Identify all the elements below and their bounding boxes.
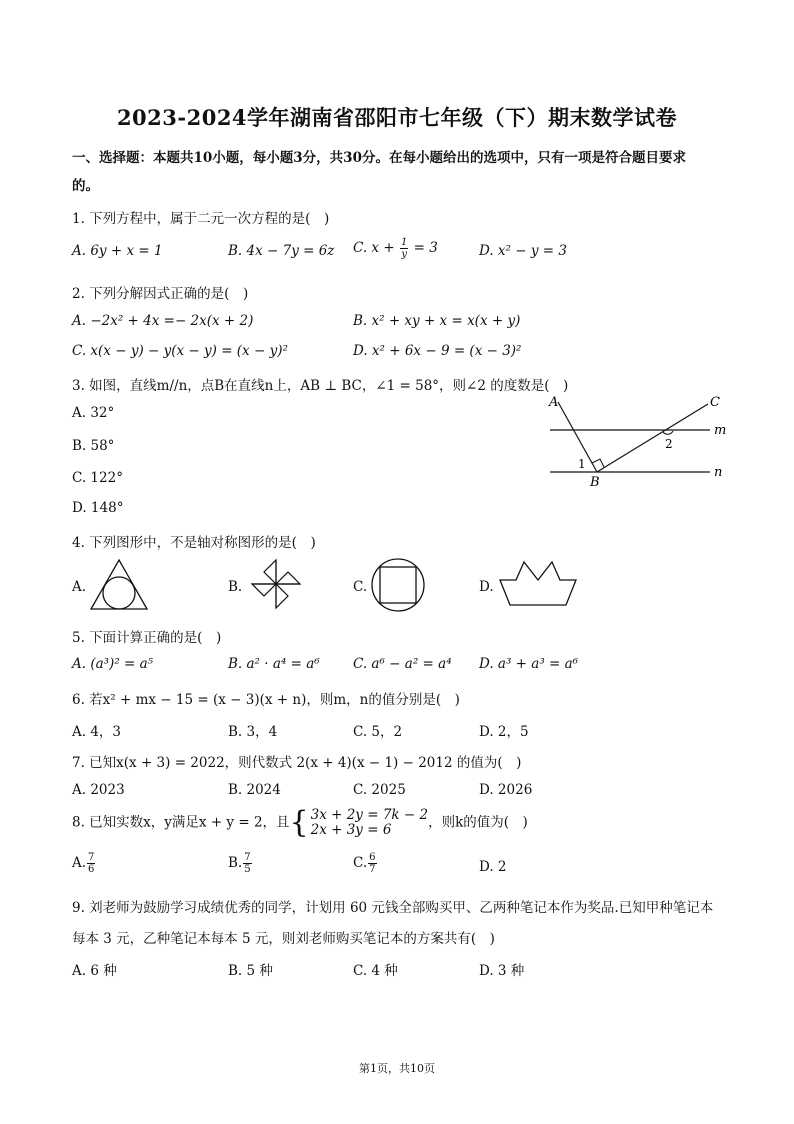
q4-figure-a-triangle-circle [88, 558, 150, 612]
q8-option-b [228, 852, 253, 875]
q4-figure-c-square-circle [370, 557, 426, 613]
page-title: 2023-2024学年湖南省邵阳市七年级（下）期末数学试卷 [116, 105, 678, 130]
q4-option-b: B. [228, 579, 243, 595]
pinwheel-blade-1 [264, 560, 276, 584]
fraction-numerator: 6 [369, 852, 376, 863]
q9-option-c: C. 4 种 [353, 963, 398, 979]
fraction-numerator: 7 [244, 852, 251, 863]
fraction-denominator: y [401, 249, 407, 260]
label-n: n [714, 465, 723, 480]
angle-2-arc [663, 431, 673, 434]
q1-option-c-suffix: = 3 [409, 240, 438, 256]
q3-option-b: B. 58° [72, 438, 115, 454]
q2-option-d: D. x² + 6x − 9 = (x − 3)² [353, 343, 522, 359]
equation-2: 2x + 3y = 6 [310, 822, 392, 838]
fraction-denominator: 7 [369, 864, 376, 875]
q2-option-a: A. −2x² + 4x =− 2x(x + 2) [72, 313, 254, 329]
equation-1: 3x + 2y = 7k − 2 [310, 807, 429, 823]
q8-option-a [72, 852, 96, 875]
q6-option-c: C. 5，2 [353, 724, 403, 740]
fraction-denominator: 6 [88, 864, 95, 875]
q7-option-c: C. 2025 [353, 782, 406, 798]
q3-option-d: D. 148° [72, 500, 124, 516]
q5-option-b: B. a² · a⁴ = a⁶ [228, 656, 320, 672]
q3-option-a: A. 32° [72, 405, 115, 421]
q4-option-a: A. [72, 579, 87, 595]
q5-option-d: D. a³ + a³ = a⁶ [479, 656, 579, 672]
q5-stem: 5. 下面计算正确的是( ) [72, 630, 222, 646]
section-heading-line2: 的。 [72, 178, 99, 194]
q1-option-b: B. 4x − 7y = 6z [228, 243, 335, 259]
q9-option-d: D. 3 种 [479, 963, 525, 979]
q8-stem-prefix: 8. 已知实数x，y满足x + y = 2，且 [72, 814, 290, 831]
q5-option-c: C. a⁶ − a² = a⁴ [353, 656, 452, 672]
q2-stem: 2. 下列分解因式正确的是( ) [72, 286, 249, 302]
q8-option-c-fraction [368, 852, 376, 875]
circle-shape [103, 577, 135, 609]
label-angle-1: 1 [578, 457, 586, 471]
q4-figure-d-paper-boat [498, 560, 578, 610]
q1-option-c-fraction [400, 237, 408, 260]
segment-bc [597, 404, 708, 472]
square-shape [380, 567, 416, 603]
q1-stem: 1. 下列方程中，属于二元一次方程的是( ) [72, 211, 330, 227]
q9-option-a: A. 6 种 [72, 963, 117, 979]
q9-stem-line1: 9. 刘老师为鼓励学习成绩优秀的同学，计划用 60 元钱全部购买甲、乙两种笔记本作为奖品.已知甲种笔记本 [72, 900, 714, 916]
q3-stem: 3. 如图，直线m//n，点B在直线n上，AB ⊥ BC，∠1 = 58°，则∠2 的度数是( ) [72, 378, 569, 394]
q7-option-d: D. 2026 [479, 782, 533, 798]
q8-option-c [353, 852, 378, 875]
fraction-denominator: 5 [244, 864, 251, 875]
q1-option-c [353, 237, 438, 260]
label-a: A [549, 395, 559, 410]
q8-option-c-label: C. [353, 855, 368, 871]
fraction-numerator: 7 [88, 852, 95, 863]
q9-option-b: B. 5 种 [228, 963, 273, 979]
page-footer: 第1页，共10页 [359, 1062, 435, 1075]
q1-option-d: D. x² − y = 3 [479, 243, 567, 259]
equation-system [289, 805, 429, 840]
q8-option-a-fraction [87, 852, 95, 875]
q6-option-b: B. 3，4 [228, 724, 278, 740]
q5-option-a: A. (a³)² = a⁵ [72, 656, 154, 672]
pinwheel-blade-4 [252, 584, 276, 596]
q1-option-c-prefix: C. x + [353, 240, 399, 256]
q9-stem-line2: 每本 3 元，乙种笔记本每本 5 元，则刘老师购买笔记本的方案共有( ) [72, 931, 495, 947]
q6-option-a: A. 4，3 [72, 724, 122, 740]
label-c: C [710, 395, 720, 410]
q8-option-d: D. 2 [479, 859, 507, 875]
q8-stem-suffix: ，则k的值为( ) [428, 814, 528, 831]
label-b: B [590, 475, 600, 490]
q6-stem: 6. 若x² + mx − 15 = (x − 3)(x + n)，则m，n的值分别是( ) [72, 692, 460, 708]
q2-option-c: C. x(x − y) − y(x − y) = (x − y)² [72, 343, 288, 359]
q7-option-a: A. 2023 [72, 782, 125, 798]
equation-lines [311, 808, 428, 838]
q3-option-c: C. 122° [72, 470, 123, 486]
q8-option-b-label: B. [228, 855, 243, 871]
q4-option-c: C. [353, 579, 368, 595]
boat-shape [500, 562, 576, 605]
triangle-shape [91, 560, 147, 609]
q7-option-b: B. 2024 [228, 782, 281, 798]
q8-option-b-fraction [243, 852, 251, 875]
brace-symbol: { [289, 805, 309, 840]
pinwheel-blade-3 [276, 584, 288, 608]
q4-figure-b-pinwheel [248, 556, 304, 612]
section-heading [72, 144, 732, 200]
label-angle-2: 2 [665, 437, 673, 451]
q2-option-b: B. x² + xy + x = x(x + y) [353, 313, 521, 329]
q3-figure [540, 390, 730, 490]
q8-option-a-label: A. [72, 855, 87, 871]
q4-option-d: D. [479, 579, 494, 595]
q4-stem: 4. 下列图形中，不是轴对称图形的是( ) [72, 535, 316, 551]
pinwheel-blade-2 [276, 572, 300, 584]
section-heading-line1: 一、选择题：本题共10小题，每小题3分，共30分。在每小题给出的选项中，只有一项是符合题目要求 [72, 150, 686, 166]
label-m: m [714, 423, 727, 438]
q6-option-d: D. 2，5 [479, 724, 529, 740]
q8-stem [72, 805, 528, 840]
q1-option-a: A. 6y + x = 1 [72, 243, 163, 259]
fraction-numerator: 1 [400, 237, 408, 248]
q7-stem: 7. 已知x(x + 3) = 2022，则代数式 2(x + 4)(x − 1) − 2012 的值为( ) [72, 755, 522, 771]
